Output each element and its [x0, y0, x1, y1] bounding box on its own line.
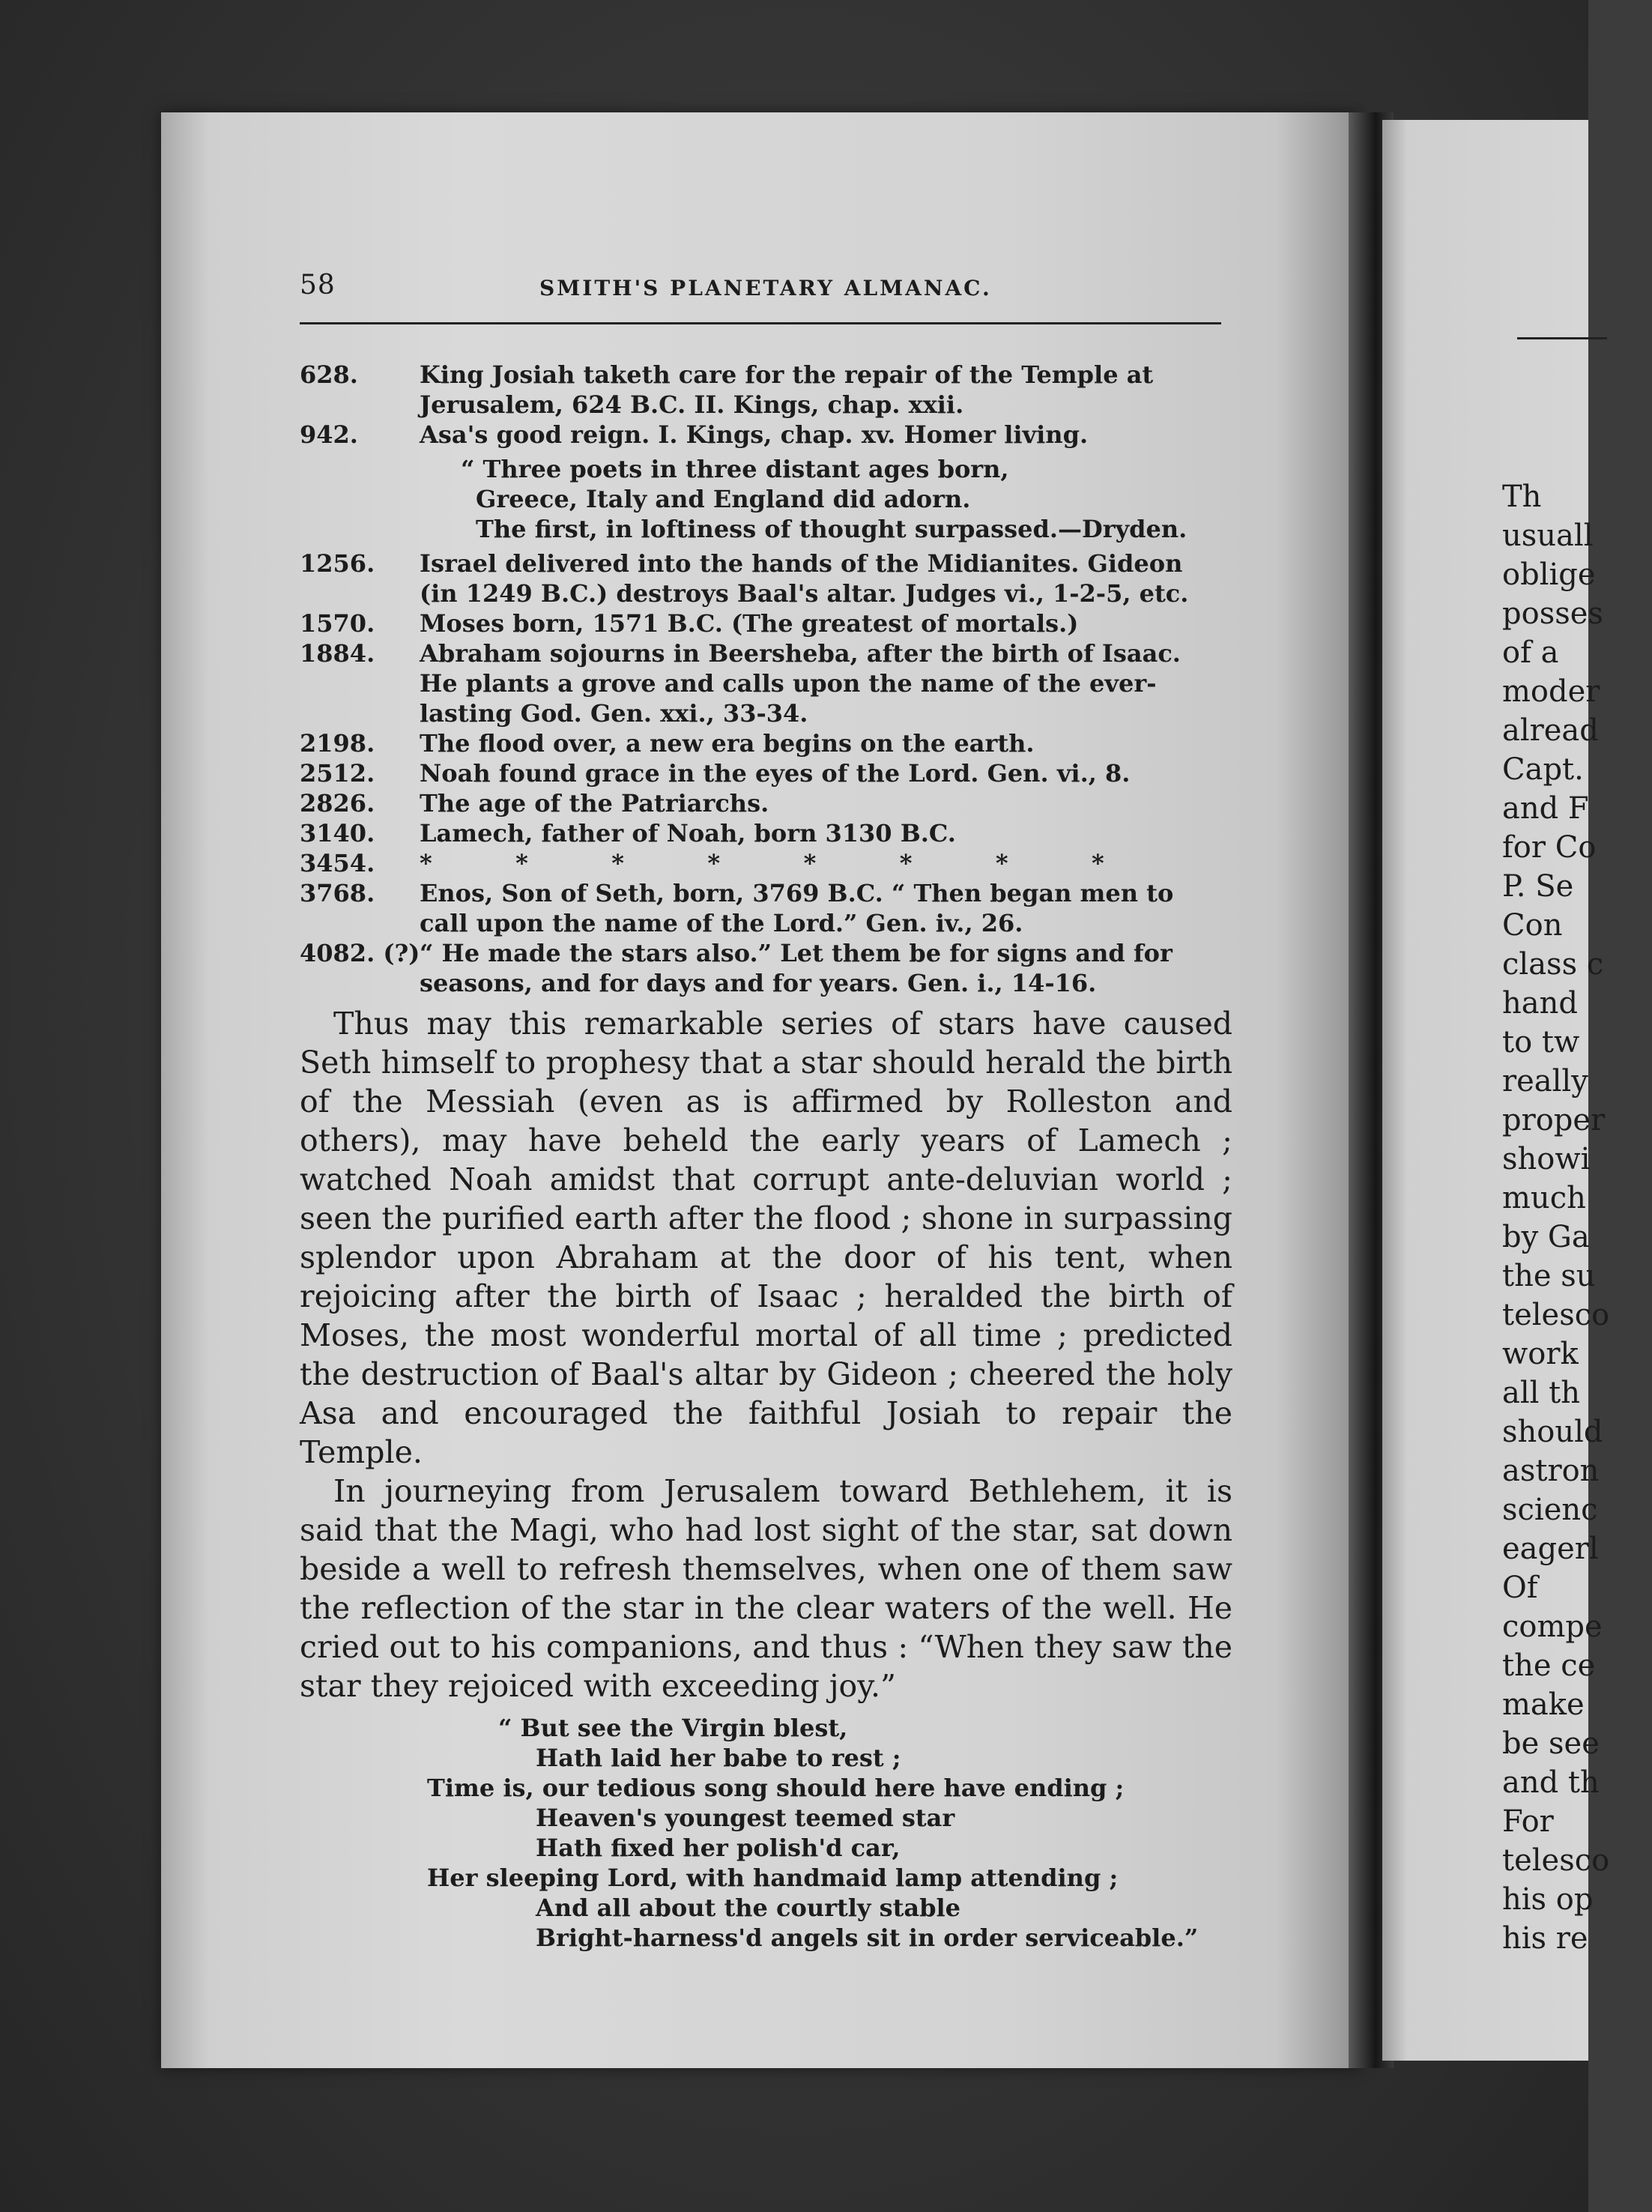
- verse-line: Bright-harness'd angels sit in order serviceable.”: [536, 1924, 1199, 1952]
- right-page-line-fragment: compe: [1502, 1610, 1603, 1644]
- entry-line: He plants a grove and calls upon the name of the ever-: [420, 669, 1157, 698]
- chronology-entry: [300, 549, 1232, 608]
- right-page-line-fragment: Con: [1502, 908, 1563, 943]
- entry-year: 3454.: [300, 849, 375, 877]
- right-page-line-fragment: moder: [1502, 674, 1600, 709]
- right-page-line-fragment: Of: [1502, 1571, 1538, 1605]
- entry-line: King Josiah taketh care for the repair of the Temple at: [420, 360, 1154, 389]
- right-page-line-fragment: Capt.: [1502, 752, 1584, 787]
- entry-line: The age of the Patriarchs.: [420, 789, 769, 818]
- right-header-rule: [1517, 337, 1607, 339]
- right-page-line-fragment: and F: [1502, 791, 1589, 826]
- right-page-line-fragment: really: [1502, 1064, 1588, 1099]
- chronology-entry: [300, 818, 1232, 848]
- closing-verse: [300, 1713, 1232, 1953]
- entry-line: call upon the name of the Lord.” Gen. iv., 26.: [420, 909, 1023, 937]
- right-page-line-fragment: the su: [1502, 1259, 1596, 1293]
- right-page-line-fragment: work: [1502, 1337, 1579, 1371]
- verse-line: Hath fixed her polish'd car,: [536, 1834, 901, 1862]
- running-title: SMITH'S PLANETARY ALMANAC.: [539, 276, 992, 300]
- entry-year: 628.: [300, 360, 358, 389]
- chronology-entry: [300, 848, 1232, 878]
- header-rule: [300, 322, 1221, 324]
- right-page-line-fragment: of a: [1502, 635, 1559, 670]
- entry-line: Lamech, father of Noah, born 3130 B.C.: [420, 819, 956, 847]
- poem-line: The first, in loftiness of thought surpassed.—Dryden.: [476, 515, 1187, 543]
- entry-line: Moses born, 1571 B.C. (The greatest of mortals.): [420, 609, 1079, 638]
- right-page-line-fragment: astron: [1502, 1454, 1600, 1488]
- entry-year: 2512.: [300, 759, 375, 788]
- poem-line: Greece, Italy and England did adorn.: [476, 485, 971, 513]
- body-text: [300, 1004, 1232, 1705]
- entry-year: 1570.: [300, 609, 375, 638]
- right-page-line-fragment: scienc: [1502, 1493, 1598, 1527]
- entry-year: 1884.: [300, 639, 375, 668]
- right-page-line-fragment: make: [1502, 1687, 1585, 1722]
- chronology-list: [300, 360, 1232, 1953]
- right-page-line-fragment: proper: [1502, 1103, 1606, 1137]
- chronology-entry: [300, 788, 1232, 818]
- entry-year: 2198.: [300, 729, 375, 758]
- entry-year: 1256.: [300, 549, 375, 578]
- entry-line: Enos, Son of Seth, born, 3769 B.C. “ Then began men to: [420, 879, 1174, 907]
- entry-line: (in 1249 B.C.) destroys Baal's altar. Judges vi., 1-2-5, etc.: [420, 579, 1189, 608]
- verse-line: Her sleeping Lord, with handmaid lamp attending ;: [427, 1864, 1119, 1892]
- verse-line: Hath laid her babe to rest ;: [536, 1744, 901, 1772]
- right-page-line-fragment: his re: [1502, 1921, 1588, 1956]
- right-page-line-fragment: much: [1502, 1181, 1586, 1215]
- verse-line: Time is, our tedious song should here have ending ;: [427, 1774, 1125, 1802]
- entry-line: * * * * * * * *: [420, 849, 1104, 877]
- right-page-line-fragment: telesco: [1502, 1298, 1610, 1332]
- verse-line: Heaven's youngest teemed star: [536, 1804, 955, 1832]
- verse-line: “ But see the Virgin blest,: [498, 1714, 848, 1742]
- right-page-line-fragment: the ce: [1502, 1649, 1596, 1683]
- entry-year: 942.: [300, 420, 358, 449]
- right-page-line-fragment: by Ga: [1502, 1220, 1590, 1254]
- page-content: [300, 270, 1232, 1952]
- entry-line: Asa's good reign. I. Kings, chap. xv. Homer living.: [420, 420, 1089, 449]
- right-page-line-fragment: showi: [1502, 1142, 1591, 1176]
- right-page-line-fragment: be see: [1502, 1726, 1600, 1761]
- entry-year: 4082. (?): [300, 939, 420, 967]
- quoted-poem: [461, 454, 1232, 544]
- right-page-line-fragment: should: [1502, 1415, 1603, 1449]
- right-page-line-fragment: hand: [1502, 986, 1578, 1021]
- entry-line: The flood over, a new era begins on the earth.: [420, 729, 1035, 758]
- right-page-line-fragment: alread: [1502, 713, 1599, 748]
- right-page-line-fragment: his op: [1502, 1882, 1594, 1917]
- entry-year: 3768.: [300, 879, 375, 907]
- chronology-entry: [300, 938, 1232, 998]
- page-header: [300, 270, 1232, 307]
- right-page-line-fragment: Th: [1502, 480, 1542, 514]
- entry-year: 2826.: [300, 789, 375, 818]
- poem-line: “ Three poets in three distant ages born,: [461, 455, 1009, 483]
- chronology-entry: [300, 608, 1232, 638]
- right-page-line-fragment: for Co: [1502, 830, 1597, 865]
- entry-year: 3140.: [300, 819, 375, 847]
- entry-line: seasons, and for days and for years. Gen. i., 14-16.: [420, 969, 1097, 997]
- entry-line: lasting God. Gen. xxi., 33-34.: [420, 699, 808, 728]
- page-number: 58: [300, 270, 336, 300]
- right-page-line-fragment: For: [1502, 1804, 1554, 1839]
- right-page-line-fragment: telesco: [1502, 1843, 1610, 1878]
- chronology-entry: [300, 758, 1232, 788]
- entry-line: Jerusalem, 624 B.C. II. Kings, chap. xxii.: [420, 390, 964, 419]
- chronology-entry: [300, 878, 1232, 938]
- right-page-line-fragment: eagerl: [1502, 1532, 1599, 1566]
- chronology-entry: [300, 728, 1232, 758]
- entry-line: Israel delivered into the hands of the Midianites. Gideon: [420, 549, 1183, 578]
- right-page-line-fragment: posses: [1502, 596, 1603, 631]
- verse-line: And all about the courtly stable: [536, 1894, 961, 1922]
- right-page-line-fragment: and th: [1502, 1765, 1600, 1800]
- right-page-line-fragment: all th: [1502, 1376, 1580, 1410]
- chronology-entry: [300, 360, 1232, 420]
- entry-line: Noah found grace in the eyes of the Lord. Gen. vi., 8.: [420, 759, 1131, 788]
- entry-line: “ He made the stars also.” Let them be for signs and for: [420, 939, 1173, 967]
- paragraph: Thus may this remarkable series of stars have caused Seth himself to prophesy that a star should herald the birth of the Messiah (even as is affirmed by Rolleston and others), may have beheld the early years of Lamech ; watched Noah amidst that corrupt ante-deluvian world ; seen the purified earth after the flood ; shone in surpassing splendor upon Abraham at the door of his tent, when rejoicing after the birth of Isaac ; heralded the birth of Moses, the most wonderful mortal of all time ; predicted the destruction of Baal's altar by Gideon ; cheered the holy Asa and encouraged the faithful Josiah to repair the Temple.: [300, 1006, 1232, 1470]
- paragraph: In journeying from Jerusalem toward Bethlehem, it is said that the Magi, who had lost sight of the star, sat down beside a well to refresh themselves, when one of them saw the reflection of the star in the clear waters of the well. He cried out to his companions, and thus : “When they saw the star they rejoiced with exceeding joy.”: [300, 1473, 1232, 1704]
- right-page-line-fragment: class c: [1502, 947, 1604, 982]
- right-page-line-fragment: usuall: [1502, 519, 1594, 553]
- right-page-line-fragment: to tw: [1502, 1025, 1580, 1060]
- right-page-line-fragment: oblige: [1502, 557, 1596, 592]
- entry-line: Abraham sojourns in Beersheba, after the birth of Isaac.: [420, 639, 1181, 668]
- chronology-entry: [300, 638, 1232, 728]
- right-page-line-fragment: P. Se: [1502, 869, 1574, 904]
- chronology-entry: [300, 420, 1232, 450]
